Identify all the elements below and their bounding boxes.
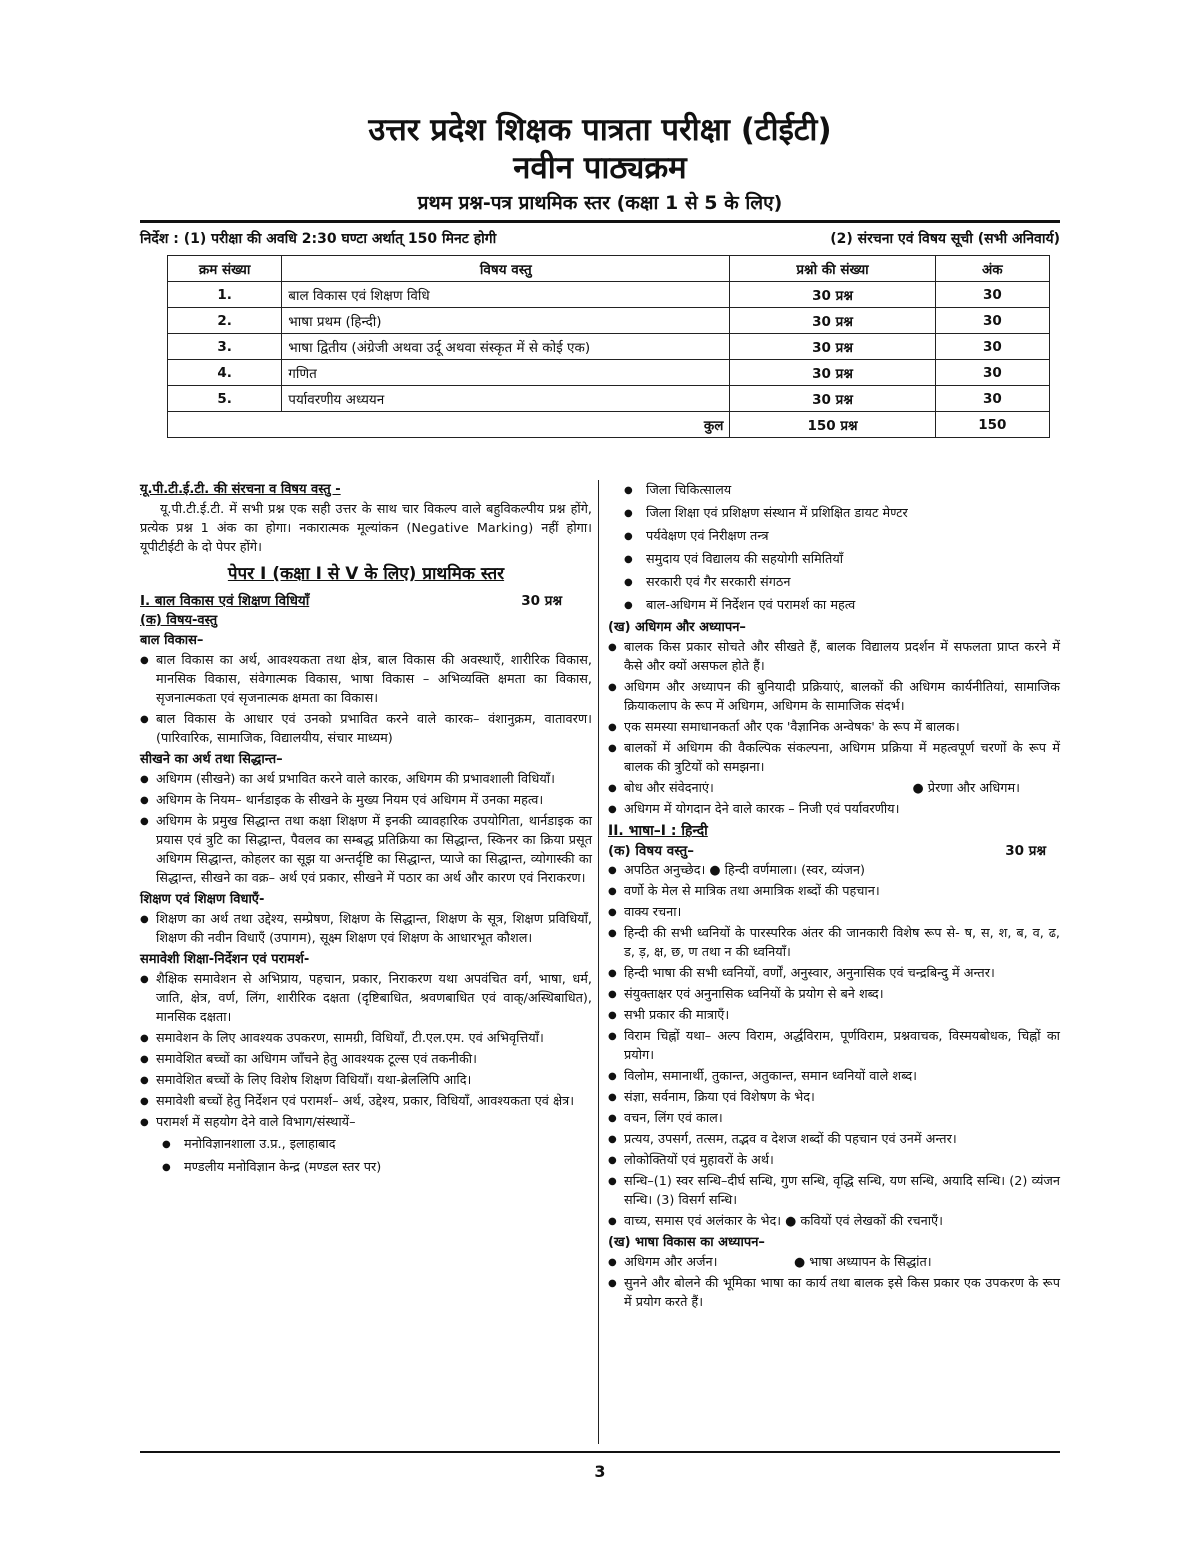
split-right-text: प्रेरणा और अधिगम।	[927, 781, 1020, 796]
split-row	[624, 1253, 1060, 1272]
list-item: ● समावेशी बच्चों हेतु निर्देशन एवं परामर्श– अर्थ, उद्देश्य, प्रकार, विधियाँ, आवश्यकता एवं क्षेत्र।	[140, 1092, 592, 1111]
list-item: ● हिन्दी की सभी ध्वनियों के पारस्परिक अंतर की जानकारी विशेष रूप से- ष, स, श, ब, व, ढ, ड, ड़, क्ष, छ, ण तथा न की ध्वनियाँ।	[608, 924, 1060, 962]
hindi-subject-heading	[608, 841, 1060, 861]
inclusive-list	[140, 970, 592, 1132]
row-subject: गणित	[282, 360, 730, 386]
list-item: ● सभी प्रकार की मात्राएँ।	[608, 1006, 1060, 1025]
row-marks: 30	[935, 360, 1049, 386]
split-right: ● भाषा अध्यापन के सिद्धांत।	[794, 1255, 932, 1270]
instruction-structure: (2) संरचना एवं विषय सूची (सभी अनिवार्य)	[830, 231, 1060, 247]
syllabus-table	[167, 255, 1050, 438]
row-subject: बाल विकास एवं शिक्षण विधि	[282, 282, 730, 308]
total-questions: 150 प्रश्न	[730, 412, 935, 438]
row-subject: भाषा द्वितीय (अंग्रेजी अथवा उर्दू अथवा संस्कृत में से कोई एक)	[282, 334, 730, 360]
column-divider	[598, 480, 599, 1444]
subject-matter-heading: (क) विषय-वस्तु	[140, 613, 218, 628]
row-questions: 30 प्रश्न	[730, 334, 935, 360]
list-item: ● सरकारी एवं गैर सरकारी संगठन	[624, 572, 1060, 593]
list-item: ● बालकों में अधिगम की वैकल्पिक संकल्पना, अधिगम प्रक्रिया में महत्वपूर्ण चरणों के रूप में बालक की त्रुटियों को समझना।	[608, 739, 1060, 777]
split-left: ● बोध और संवेदनाएं।	[624, 781, 714, 796]
list-item: ● संज्ञा, सर्वनाम, क्रिया एवं विशेषण के भेद।	[608, 1088, 1060, 1107]
left-column	[140, 480, 592, 1180]
table-row	[168, 386, 1050, 412]
counselling-institutions-list	[140, 1134, 592, 1178]
row-serial: 4.	[168, 360, 282, 386]
list-item: ● सन्धि–(1) स्वर सन्धि–दीर्घ सन्धि, गुण सन्धि, वृद्धि सन्धि, यण सन्धि, अयादि सन्धि। (2) व्यंजन सन्धि। (3) विसर्ग सन्धि।	[608, 1172, 1060, 1210]
list-item: ● लोकोक्तियों एवं मुहावरों के अर्थ।	[608, 1151, 1060, 1170]
content-columns	[140, 480, 1060, 1444]
structure-heading: यू.पी.टी.ई.टी. की संरचना व विषय वस्तु -	[140, 482, 341, 497]
row-serial: 1.	[168, 282, 282, 308]
list-item: ● वाक्य रचना।	[608, 903, 1060, 922]
list-item: ● बाल विकास के आधार एवं उनको प्रभावित करने वाले कारक– वंशानुक्रम, वातावरण। (पारिवारिक, सामाजिक, विद्यालयीय, संचार माध्यम)	[140, 710, 592, 748]
list-item: ● बाल विकास का अर्थ, आवश्यकता तथा क्षेत्र, बाल विकास की अवस्थाएँ, शारीरिक विकास, मानसिक विकास, संवेगात्मक विकास, भाषा विकास – अभिव्यक्ति क्षमता का विकास, सृजनात्मकता एवं सृजनात्मक क्षमता का विकास।	[140, 651, 592, 708]
list-item: ● वाच्य, समास एवं अलंकार के भेद। ● कवियों एवं लेखकों की रचनाएँ।	[608, 1212, 1060, 1231]
list-item: ● मनोविज्ञानशाला उ.प्र., इलाहाबाद	[162, 1134, 592, 1155]
list-item: ● वचन, लिंग एवं काल।	[608, 1109, 1060, 1128]
hindi-list	[608, 861, 1060, 1231]
row-questions: 30 प्रश्न	[730, 386, 935, 412]
page-header	[140, 110, 1060, 438]
row-marks: 30	[935, 282, 1049, 308]
list-item: ● वर्णो के मेल से मात्रिक तथा अमात्रिक शब्दों की पहचान।	[608, 882, 1060, 901]
subtitle: नवीन पाठ्यक्रम	[513, 150, 687, 186]
row-subject: भाषा प्रथम (हिन्दी)	[282, 308, 730, 334]
split-right-text: भाषा अध्यापन के सिद्धांत।	[809, 1255, 932, 1270]
total-label: कुल	[168, 412, 730, 438]
child-development-list	[140, 651, 592, 748]
list-item: ● समावेशित बच्चों के लिए विशेष शिक्षण विधियाँ। यथा-ब्रेललिपि आदि।	[140, 1071, 592, 1090]
row-questions: 30 प्रश्न	[730, 282, 935, 308]
learning-list	[140, 770, 592, 888]
split-left: ● अधिगम और अर्जन।	[624, 1255, 718, 1270]
right-column	[608, 480, 1060, 1314]
row-serial: 5.	[168, 386, 282, 412]
child-development-heading: बाल विकास–	[140, 633, 204, 648]
table-row	[168, 308, 1050, 334]
counselling-institutions-continued	[608, 480, 1060, 616]
row-marks: 30	[935, 386, 1049, 412]
footer-rule	[140, 1451, 1060, 1453]
list-item: ● मण्डलीय मनोविज्ञान केन्द्र (मण्डल स्तर पर)	[162, 1157, 592, 1178]
list-item: ● जिला शिक्षा एवं प्रशिक्षण संस्थान में प्रशिक्षित डायट मेण्टर	[624, 503, 1060, 524]
list-item	[608, 779, 1060, 798]
learning-teaching-list	[608, 638, 1060, 819]
table-header-row	[168, 256, 1050, 282]
teaching-list	[140, 910, 592, 948]
list-item: ● अधिगम के नियम– थार्नडाइक के सीखने के मुख्य नियम एवं अधिगम में उनका महत्व।	[140, 791, 592, 810]
list-item: ● जिला चिकित्सालय	[624, 480, 1060, 501]
row-serial: 3.	[168, 334, 282, 360]
section-heading	[140, 591, 592, 611]
table-row	[168, 282, 1050, 308]
main-title: उत्तर प्रदेश शिक्षक पात्रता परीक्षा (टीईटी)	[368, 112, 832, 148]
list-item: ● परामर्श में सहयोग देने वाले विभाग/संस्थायें–	[140, 1113, 592, 1132]
list-item: ● अपठित अनुच्छेद। ● हिन्दी वर्णमाला। (स्वर, व्यंजन)	[608, 861, 1060, 880]
list-item: ● विलोम, समानार्थी, तुकान्त, अतुकान्त, समान ध्वनियों वाले शब्द।	[608, 1067, 1060, 1086]
list-item: ● एक समस्या समाधानकर्ता और एक 'वैज्ञानिक अन्वेषक' के रूप में बालक।	[608, 718, 1060, 737]
paper-title: प्रथम प्रश्न-पत्र प्राथमिक स्तर (कक्षा 1 से 5 के लिए)	[417, 192, 783, 214]
split-right: ● प्रेरणा और अधिगम।	[912, 781, 1020, 796]
header-questions: प्रश्नो की संख्या	[730, 256, 935, 282]
list-item: ● अधिगम के प्रमुख सिद्धान्त तथा कक्षा शिक्षण में इनकी व्यावहारिक उपयोगिता, थार्नडाइक का प्रयास एवं त्रुटि का सिद्धान्त, पैवलव का सम्बद्ध प्रतिक्रिया का सिद्धान्त, स्किनर का क्रिया प्रसूत अधिगम सिद्धान्त, कोहलर का सूझ या अन्तर्दृष्टि का सिद्धान्त, प्याजे का सिद्धान्त, व्योगास्की का सिद्धान्त, सीखने का वक्र– अर्थ एवं प्रकार, सीखने में पठार का अर्थ और कारण एवं निराकरण।	[140, 812, 592, 888]
paper-heading: पेपर I (कक्षा I से V के लिए) प्राथमिक स्तर	[227, 564, 505, 584]
hindi-subject-title: (क) विषय वस्तु–	[608, 843, 694, 859]
hindi-heading: II. भाषा–I : हिन्दी	[608, 823, 708, 839]
header-serial: क्रम संख्या	[168, 256, 282, 282]
total-marks: 150	[935, 412, 1049, 438]
instruction-duration: निर्देश : (1) परीक्षा की अवधि 2:30 घण्टा अर्थात् 150 मिनट होगी	[140, 231, 497, 247]
section-marks: 30 प्रश्न	[521, 593, 562, 609]
row-serial: 2.	[168, 308, 282, 334]
section-title: I. बाल विकास एवं शिक्षण विधियाँ	[140, 593, 310, 609]
row-marks: 30	[935, 308, 1049, 334]
page-number: 3	[594, 1462, 606, 1481]
language-teaching-heading: (ख) भाषा विकास का अध्यापन–	[608, 1235, 765, 1250]
list-item: ● विराम चिह्नों यथा– अल्प विराम, अर्द्धविराम, पूर्णविराम, प्रश्नवाचक, विस्मयबोधक, चिह्नों का प्रयोग।	[608, 1027, 1060, 1065]
row-questions: 30 प्रश्न	[730, 308, 935, 334]
inclusive-heading: समावेशी शिक्षा-निर्देशन एवं परामर्श-	[140, 952, 310, 967]
header-subject: विषय वस्तु	[282, 256, 730, 282]
list-item: ● समुदाय एवं विद्यालय की सहयोगी समितियाँ	[624, 549, 1060, 570]
learning-heading: सीखने का अर्थ तथा सिद्धान्त–	[140, 752, 283, 767]
teaching-heading: शिक्षण एवं शिक्षण विधाएँ-	[140, 892, 265, 907]
list-item: ● अधिगम में योगदान देने वाले कारक – निजी एवं पर्यावरणीय।	[608, 800, 1060, 819]
list-item: ● अधिगम (सीखने) का अर्थ प्रभावित करने वाले कारक, अधिगम की प्रभावशाली विधियाँ।	[140, 770, 592, 789]
table-row	[168, 360, 1050, 386]
list-item: ● सुनने और बोलने की भूमिका भाषा का कार्य तथा बालक इसे किस प्रकार एक उपकरण के रूप में प्रयोग करते हैं।	[608, 1274, 1060, 1312]
list-item: ● शिक्षण का अर्थ तथा उद्देश्य, सम्प्रेषण, शिक्षण के सिद्धान्त, शिक्षण के सूत्र, शिक्षण प्रविधियाँ, शिक्षण की नवीन विधाएँ (उपागम), सूक्ष्म शिक्षण एवं शिक्षण के आधारभूत कौशल।	[140, 910, 592, 948]
row-questions: 30 प्रश्न	[730, 360, 935, 386]
split-row	[624, 779, 1060, 798]
table-total-row	[168, 412, 1050, 438]
list-item: ● पर्यवेक्षण एवं निरीक्षण तन्त्र	[624, 526, 1060, 547]
list-item: ● बालक किस प्रकार सोचते और सीखते हैं, बालक विद्यालय प्रदर्शन में सफलता प्राप्त करने में कैसे और क्यों असफल होते हैं।	[608, 638, 1060, 676]
list-item: ● हिन्दी भाषा की सभी ध्वनियों, वर्णों, अनुस्वार, अनुनासिक एवं चन्द्रबिन्दु में अन्तर।	[608, 964, 1060, 983]
list-item: ● समावेशन के लिए आवश्यक उपकरण, सामग्री, विधियाँ, टी.एल.एम. एवं अभिवृत्तियाँ।	[140, 1029, 592, 1048]
header-rule	[140, 220, 1060, 223]
instructions	[140, 229, 1060, 249]
list-item	[608, 1253, 1060, 1272]
language-teaching-list	[608, 1253, 1060, 1312]
table-row	[168, 334, 1050, 360]
list-item: ● संयुक्ताक्षर एवं अनुनासिक ध्वनियों के प्रयोग से बने शब्द।	[608, 985, 1060, 1004]
list-item: ● प्रत्यय, उपसर्ग, तत्सम, तद्भव व देशज शब्दों की पहचान एवं उनमें अन्तर।	[608, 1130, 1060, 1149]
row-subject: पर्यावरणीय अध्ययन	[282, 386, 730, 412]
hindi-marks: 30 प्रश्न	[1005, 843, 1046, 859]
row-marks: 30	[935, 334, 1049, 360]
list-item: ● अधिगम और अध्यापन की बुनियादी प्रक्रियाएं, बालकों की अधिगम कार्यनीतियां, सामाजिक क्रियाकलाप के रूप में अधिगम, अधिगम के सामाजिक संदर्भ।	[608, 678, 1060, 716]
header-marks: अंक	[935, 256, 1049, 282]
list-item: ● समावेशित बच्चों का अधिगम जाँचने हेतु आवश्यक टूल्स एवं तकनीकी।	[140, 1050, 592, 1069]
learning-teaching-heading: (ख) अधिगम और अध्यापन–	[608, 620, 746, 635]
list-item: ● बाल-अधिगम में निर्देशन एवं परामर्श का महत्व	[624, 595, 1060, 616]
list-item: ● शैक्षिक समावेशन से अभिप्राय, पहचान, प्रकार, निराकरण यथा अपवंचित वर्ग, भाषा, धर्म, जाति, क्षेत्र, वर्ण, लिंग, शारीरिक दक्षता (दृष्टिबाधित, श्रवणबाधित एवं वाक्/अस्थिबाधित), मानसिक दक्षता।	[140, 970, 592, 1027]
structure-paragraph: यू.पी.टी.ई.टी. में सभी प्रश्न एक सही उत्तर के साथ चार विकल्प वाले बहुविकल्पीय प्रश्न होंगे, प्रत्येक प्रश्न 1 अंक का होगा। नकारात्मक मूल्यांकन (Negative Marking) नहीं होगा। यूपीटीईटी के दो पेपर होंगे।	[140, 502, 592, 555]
